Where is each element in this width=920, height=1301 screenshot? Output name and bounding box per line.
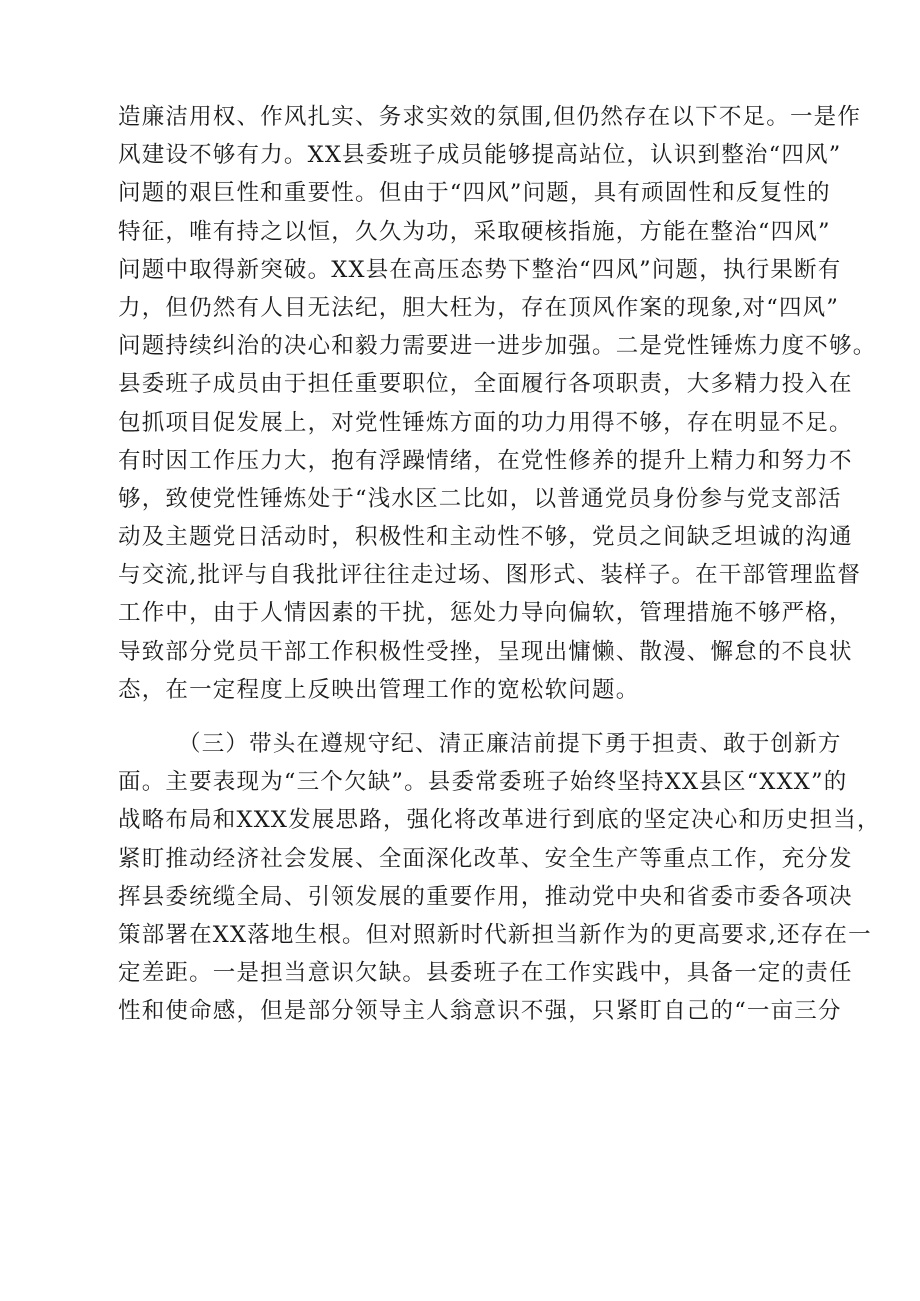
text-line: 挥县委统缆全局、引领发展的重要作用，推动党中央和省委市委各项决 xyxy=(118,883,853,910)
text-line: 导致部分党员干部工作积极性受挫，呈现出慵懒、散漫、懈怠的不良状 xyxy=(118,638,853,665)
text-line: 定差距。一是担当意识欠缺。县委班子在工作实践中，具备一定的责任 xyxy=(118,960,853,987)
text-line: 有时因工作压力大，抱有浮躁情绪，在党性修养的提升上精力和努力不 xyxy=(118,447,853,474)
text-line: 问题持续纠治的决心和毅力需要进一进步加强。二是党性锤炼力度不够。 xyxy=(118,333,877,360)
text-line: 动及主题党日活动时，积极性和主动性不够，党员之间缺乏坦诚的沟通 xyxy=(118,524,853,551)
text-line: 特征，唯有持之以恒，久久为功，采取硬核指施，方能在整治“四风” xyxy=(118,218,831,245)
paragraph-spacing xyxy=(118,709,838,725)
paragraph-1 xyxy=(118,98,877,709)
text-line: 紧盯推动经济社会发展、全面深化改革、安全生产等重点工作，充分发 xyxy=(118,845,853,872)
text-line: 与交流,批评与自我批评往往走过场、图形式、装样子。在干部管理监督 xyxy=(118,562,862,589)
text-line: 战略布局和XXX发展思路，强化将改革进行到底的坚定决心和历史担当， xyxy=(118,807,881,834)
document-page xyxy=(118,98,881,1031)
text-line: 态，在一定程度上反映出管理工作的宽松软问题。 xyxy=(118,676,640,703)
text-line: 工作中，由于人情因素的干扰，惩处力导向偏软，管理措施不够严格， xyxy=(118,600,853,627)
text-line: 县委班子成员由于担任重要职位，全面履行各项职责，大多精力投入在 xyxy=(118,371,853,398)
paragraph-2 xyxy=(118,725,881,1031)
text-line: 力，但仍然有人目无法纪，胆大枉为，存在顶风作案的现象,对“四风” xyxy=(118,294,840,321)
section-heading-line: （三）带头在遵规守纪、清正廉洁前提下勇于担责、敢于创新方 xyxy=(178,731,842,757)
text-line: 造廉洁用权、作风扎实、务求实效的氛围,但仍然存在以下不足。一是作 xyxy=(118,104,862,130)
text-line: 策部署在XX落地生根。但对照新时代新担当新作为的更高要求,还存在一 xyxy=(118,921,872,948)
text-line: 性和使命感，但是部分领导主人翁意识不强，只紧盯自己的“一亩三分 xyxy=(118,998,842,1025)
text-line: 面。主要表现为“三个欠缺”。县委常委班子始终坚持XX县区“XXX”的 xyxy=(118,769,848,796)
text-line: 风建设不够有力。XX县委班子成员能够提高站位，认识到整治“四风” xyxy=(118,142,842,169)
text-line: 问题中取得新突破。XX县在高压态势下整治“四风”问题，执行果断有 xyxy=(118,256,842,283)
text-line: 包抓项目促发展上，对党性锤炼方面的功力用得不够，存在明显不足。 xyxy=(118,409,853,436)
text-line: 够，致使党性锤炼处于“浅水区二比如，以普通党员身份参与党支部活 xyxy=(118,485,842,512)
text-line: 问题的艰巨性和重要性。但由于“四风”问题，具有顽固性和反复性的 xyxy=(118,180,831,207)
